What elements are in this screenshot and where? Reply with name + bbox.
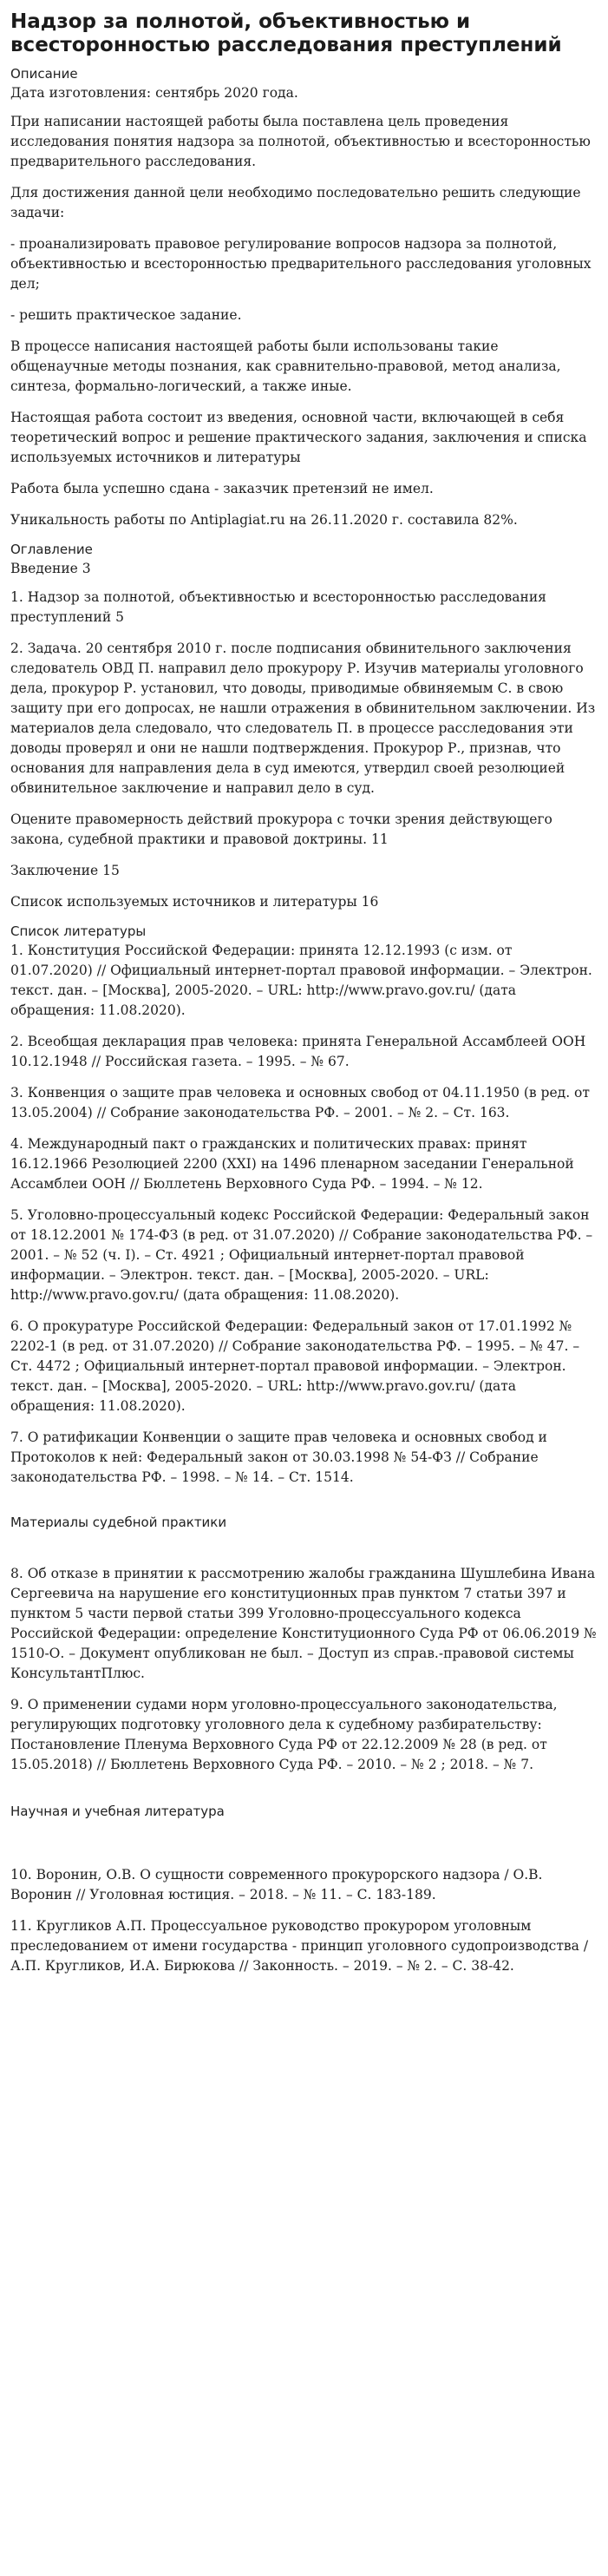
toc-item: Заключение 15 — [10, 863, 120, 878]
toc-item: Список используемых источников и литературы 16 — [10, 894, 379, 910]
toc-item: Оцените правомерность действий прокурора с точки зрения действующего закона, судебной практики и правовой доктрины. 11 — [10, 812, 552, 847]
toc-label: Оглавление — [10, 542, 93, 557]
page-title: Надзор за полнотой, объективностью и всесторонностью расследования преступлений — [10, 10, 562, 56]
toc-item: 1. Надзор за полнотой, объективностью и всесторонностью расследования преступлений 5 — [10, 589, 546, 625]
reference-item: 1. Конституция Российской Федерации: принята 12.12.1993 (с изм. от 01.07.2020) // Официальный интернет-портал правовой информации. – Электрон. текст. дан. – [Москва], 2005-2020. – URL: http://www.pravo.gov.ru/ (дата обращения: 11.08.2020). — [10, 943, 592, 1018]
section-heading-court-practice: Материалы судебной практики — [10, 1515, 227, 1530]
description-paragraph: Дата изготовления: сентябрь 2020 года. — [10, 85, 298, 101]
description-paragraph: - решить практическое задание. — [10, 307, 242, 323]
reference-item: 9. О применении судами норм уголовно-процессуального законодательства, регулирующих подготовку уголовного дела к судебному разбирательству: Постановление Пленума Верховного Суда РФ от 22.12.2009 № 28 (в ред. от 15.05.2018) // Бюллетень Верховного Суда РФ. – 2010. – № 2 ; 2018. – № 7. — [10, 1697, 558, 1772]
reference-item: 3. Конвенция о защите прав человека и основных свобод от 04.11.1950 (в ред. от 13.05.2004) // Собрание законодательства РФ. – 2001. – № 2. – Ст. 163. — [10, 1085, 590, 1120]
reference-item: 8. Об отказе в принятии к рассмотрению жалобы гражданина Шушлебина Ивана Сергеевича на нарушение его конституционных прав пунктом 7 статьи 397 и пунктом 5 части первой статьи 399 Уголовно-процессуального кодекса Российской Федерации: определение Конституционного Суда РФ от 06.06.2019 № 1510-О. – Документ опубликован не был. – Доступ из справ.-правовой системы КонсультантПлюс. — [10, 1566, 597, 1681]
reference-item: 2. Всеобщая декларация прав человека: принята Генеральной Ассамблеей ООН 10.12.1948 // Российская газета. – 1995. – № 67. — [10, 1034, 586, 1069]
description-paragraph: - проанализировать правовое регулирование вопросов надзора за полнотой, объективностью и всесторонностью предварительного расследования уголовных дел; — [10, 236, 592, 292]
references-label: Список литературы — [10, 923, 147, 939]
description-paragraph: При написании настоящей работы была поставлена цель проведения исследования понятия надзора за полнотой, объективностью и всесторонностью предварительного расследования. — [10, 114, 591, 169]
description-paragraph: Настоящая работа состоит из введения, основной части, включающей в себя теоретический вопрос и решение практического задания, заключения и списка используемых источников и литературы — [10, 410, 587, 465]
reference-item: 11. Кругликов А.П. Процессуальное руководство прокурором уголовным преследованием от имени государства - принцип уголовного судопроизводства / А.П. Кругликов, И.А. Бирюкова // Законность. – 2019. – № 2. – С. 38-42. — [10, 1918, 589, 1974]
description-paragraph: Уникальность работы по Antiplagiat.ru на 26.11.2020 г. составила 82%. — [10, 512, 518, 528]
description-paragraph: Для достижения данной цели необходимо последовательно решить следующие задачи: — [10, 185, 581, 220]
reference-item: 6. О прокуратуре Российской Федерации: Федеральный закон от 17.01.1992 № 2202-1 (в ред. от 31.07.2020) // Собрание законодательства РФ. – 1995. – № 47. – Ст. 4472 ; Официальный интернет-портал правовой информации. – Электрон. текст. дан. – [Москва], 2005-2020. – URL: http://www.pravo.gov.ru/ (дата обращения: 11.08.2020). — [10, 1318, 580, 1414]
description-paragraph: Работа была успешно сдана - заказчик претензий не имел. — [10, 481, 434, 496]
reference-item: 10. Воронин, О.В. О сущности современного прокурорского надзора / О.В. Воронин // Уголовная юстиция. – 2018. – № 11. – С. 183-189. — [10, 1867, 543, 1902]
reference-item: 5. Уголовно-процессуальный кодекс Российской Федерации: Федеральный закон от 18.12.2001 № 174-ФЗ (в ред. от 31.07.2020) // Собрание законодательства РФ. – 2001. – № 52 (ч. I). – Ст. 4921 ; Официальный интернет-портал правовой информации. – Электрон. текст. дан. – [Москва], 2005-2020. – URL: http://www.pravo.gov.ru/ (дата обращения: 11.08.2020). — [10, 1207, 593, 1303]
reference-item: 7. О ратификации Конвенции о защите прав человека и основных свобод и Протоколов к ней: Федеральный закон от 30.03.1998 № 54-ФЗ // Собрание законодательства РФ. – 1998. – № 14. – Ст. 1514. — [10, 1429, 547, 1485]
description-paragraph: В процессе написания настоящей работы были использованы такие общенаучные методы познания, как сравнительно-правовой, метод анализа, синтеза, формально-логический, а также иные. — [10, 338, 561, 394]
toc-item: 2. Задача. 20 сентября 2010 г. после подписания обвинительного заключения следователь ОВД П. направил дело прокурору Р. Изучив материалы уголовного дела, прокурор Р. установил, что доводы, приводимые обвиняемым С. в свою защиту при его допросах, не нашли отражения в обвинительном заключении. Из материалов дела следовало, что следователь П. в процессе расследования эти доводы проверял и они не нашли подтверждения. Прокурор Р., признав, что основания для направления дела в суд имеются, утвердил своей резолюцией обвинительное заключение и направил дело в суд. — [10, 641, 596, 796]
section-heading-literature: Научная и учебная литература — [10, 1804, 225, 1819]
toc-item: Введение 3 — [10, 561, 91, 576]
description-label: Описание — [10, 66, 78, 82]
reference-item: 4. Международный пакт о гражданских и политических правах: принят 16.12.1966 Резолюцией 2200 (XXI) на 1496 пленарном заседании Генеральной Ассамблеи ООН // Бюллетень Верховного Суда РФ. – 1994. – № 12. — [10, 1136, 574, 1192]
